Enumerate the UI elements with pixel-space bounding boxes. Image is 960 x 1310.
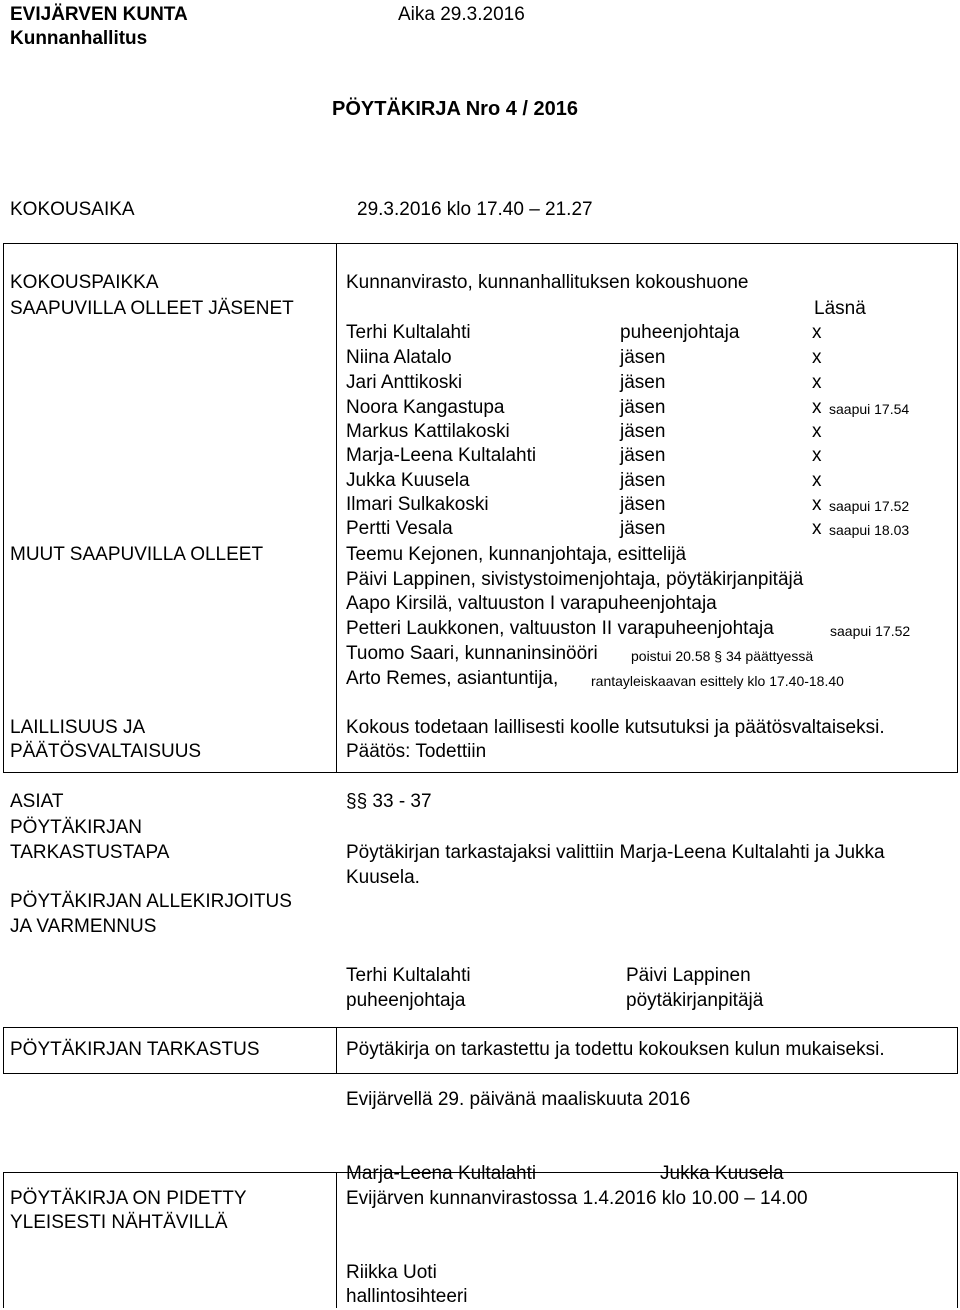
kokousaika-label: KOKOUSAIKA [10, 199, 135, 220]
attendee-note: rantayleiskaavan esittely klo 17.40-18.40 [591, 673, 844, 689]
present-mark: x [812, 470, 822, 491]
tarkastustapa-label-line1: PÖYTÄKIRJAN [10, 817, 142, 838]
document-title: PÖYTÄKIRJA Nro 4 / 2016 [332, 98, 579, 120]
tarkastus-place-date: Evijärvellä 29. päivänä maaliskuuta 2016 [346, 1089, 691, 1110]
present-mark: x [812, 372, 822, 393]
laillisuus-label-line2: PÄÄTÖSVALTAISUUS [10, 741, 202, 762]
member-name: Pertti Vesala [346, 518, 453, 539]
nahtavilla-text: Evijärven kunnanvirastossa 1.4.2016 klo 10.00 – 14.00 [346, 1188, 808, 1209]
tarkastus-text: Pöytäkirja on tarkastettu ja todettu kokouksen kulun mukaiseksi. [346, 1039, 885, 1060]
member-name: Terhi Kultalahti [346, 322, 471, 343]
member-role: jäsen [620, 494, 666, 515]
laillisuus-label-line1: LAILLISUUS JA [10, 717, 146, 738]
nahtavilla-label-line1: PÖYTÄKIRJA ON PIDETTY [10, 1188, 247, 1209]
other-attendee: Tuomo Saari, kunnaninsinööri [346, 643, 598, 664]
org-name: EVIJÄRVEN KUNTA [10, 4, 188, 25]
signature-chair-role: puheenjohtaja [346, 990, 466, 1011]
tarkastustapa-text-line1: Pöytäkirjan tarkastajaksi valittiin Marja-Leena Kultalahti ja Jukka [346, 842, 885, 863]
arrival-note: saapui 18.03 [829, 522, 910, 538]
signature-inspector2: Jukka Kuusela [660, 1163, 784, 1184]
attendee-note: saapui 17.52 [830, 623, 911, 639]
member-name: Ilmari Sulkakoski [346, 494, 489, 515]
member-name: Niina Alatalo [346, 347, 452, 368]
present-mark: x [812, 347, 822, 368]
member-name: Jukka Kuusela [346, 470, 470, 491]
meeting-date: Aika 29.3.2016 [398, 4, 525, 25]
present-mark: x [812, 322, 822, 343]
member-role: jäsen [620, 372, 666, 393]
tarkastustapa-label-line2: TARKASTUSTAPA [10, 842, 170, 863]
tarkastus-label: PÖYTÄKIRJAN TARKASTUS [10, 1039, 260, 1060]
member-name: Jari Anttikoski [346, 372, 463, 393]
member-role: jäsen [620, 421, 666, 442]
member-role: jäsen [620, 347, 666, 368]
other-attendee: Petteri Laukkonen, valtuuston II varapuheenjohtaja [346, 618, 774, 639]
signature-chair-name: Terhi Kultalahti [346, 965, 471, 986]
arrival-note: saapui 17.54 [829, 401, 910, 417]
other-attendee: Arto Remes, asiantuntija, [346, 668, 559, 689]
signature-inspector1: Marja-Leena Kultalahti [346, 1163, 537, 1184]
member-role: jäsen [620, 445, 666, 466]
signature-secretary-role: pöytäkirjanpitäjä [626, 990, 764, 1011]
allekirjoitus-label-line1: PÖYTÄKIRJAN ALLEKIRJOITUS [10, 891, 292, 912]
member-role: jäsen [620, 470, 666, 491]
members-label: SAAPUVILLA OLLEET JÄSENET [10, 298, 294, 319]
present-header: Läsnä [814, 298, 866, 319]
member-name: Marja-Leena Kultalahti [346, 445, 537, 466]
attendee-note: poistui 20.58 § 34 päättyessä [631, 648, 814, 664]
laillisuus-text: Kokous todetaan laillisesti koolle kutsutuksi ja päätösvaltaiseksi. [346, 717, 885, 738]
member-name: Markus Kattilakoski [346, 421, 510, 442]
asiat-label: ASIAT [10, 791, 64, 812]
other-attendee: Teemu Kejonen, kunnanjohtaja, esittelijä [346, 544, 687, 565]
signature-secretary-public-role: hallintosihteeri [346, 1286, 468, 1307]
arrival-note: saapui 17.52 [829, 498, 910, 514]
tarkastustapa-text-line2: Kuusela. [346, 867, 420, 888]
kokouspaikka-value: Kunnanvirasto, kunnanhallituksen kokoushuone [346, 272, 749, 293]
attendance-divider [3, 243, 337, 773]
present-mark: x [812, 445, 822, 466]
other-attendee: Päivi Lappinen, sivistystoimenjohtaja, pöytäkirjanpitäjä [346, 569, 804, 590]
present-mark: x [812, 397, 822, 418]
member-role: jäsen [620, 397, 666, 418]
nahtavilla-label-line2: YLEISESTI NÄHTÄVILLÄ [10, 1212, 228, 1233]
member-role: jäsen [620, 518, 666, 539]
asiat-value: §§ 33 - 37 [346, 791, 432, 812]
laillisuus-decision: Päätös: Todettiin [346, 741, 487, 762]
member-role: puheenjohtaja [620, 322, 740, 343]
signature-secretary-public: Riikka Uoti [346, 1262, 437, 1283]
member-name: Noora Kangastupa [346, 397, 505, 418]
present-mark: x [812, 518, 822, 539]
others-label: MUUT SAAPUVILLA OLLEET [10, 544, 264, 565]
other-attendee: Aapo Kirsilä, valtuuston I varapuheenjohtaja [346, 593, 717, 614]
present-mark: x [812, 421, 822, 442]
allekirjoitus-label-line2: JA VARMENNUS [10, 916, 157, 937]
signature-secretary-name: Päivi Lappinen [626, 965, 751, 986]
kokouspaikka-label: KOKOUSPAIKKA [10, 272, 159, 293]
board-name: Kunnanhallitus [10, 28, 148, 49]
kokousaika-value: 29.3.2016 klo 17.40 – 21.27 [357, 199, 593, 220]
present-mark: x [812, 494, 822, 515]
